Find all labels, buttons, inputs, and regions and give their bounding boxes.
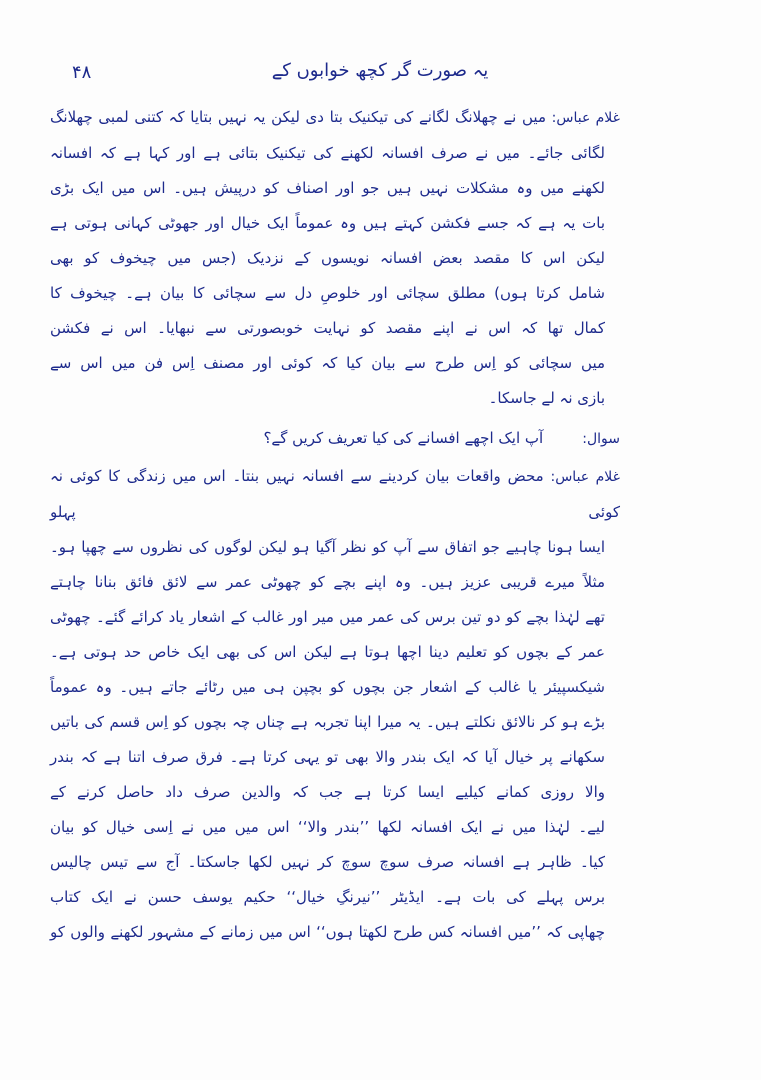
text-line: کمال تھا کہ اس نے اپنے مقصد کو نہایت خوبصورتی سے نبھایا۔ اس نے فکشن — [50, 319, 605, 337]
text-line: برس پہلے کی بات ہے۔ ایڈیٹر ’’نیرنگِ خیال‘‘ حکیم یوسف حسن نے ایک کتاب — [50, 888, 605, 906]
paragraph-first-line — [50, 100, 620, 136]
question — [50, 421, 620, 457]
text-line: عمر کے بچوں کو تعلیم دینا اچھا ہوتا ہے لیکن اس کی بھی ایک خاص حد ہوتی ہے۔ — [50, 643, 605, 661]
text-line: تھے لہٰذا بچے کو دو تین برس کی عمر میں میر اور غالب کے اشعار یاد کرائے گئے۔ چھوٹی — [50, 608, 605, 626]
question-text: آپ ایک اچھے افسانے کی کیا تعریف کریں گے؟ — [263, 429, 544, 447]
first-line-text: محض واقعات بیان کردینے سے افسانہ نہیں بنتا۔ اس میں زندگی کا کوئی نہ کوئی پہلو — [50, 467, 620, 521]
text-line: بازی نہ لے جاسکا۔ — [488, 389, 605, 407]
text-line: بڑے ہو کر نالائق نکلتے ہیں۔ یہ میرا اپنا تجربہ ہے چناں چہ بچوں کو اِس قسم کی باتیں — [50, 713, 605, 731]
text-line: میں سچائی کو اِس طرح سے بیان کیا کہ کوئی اور مصنف اِس فن میں اس سے — [50, 354, 605, 372]
running-title: یہ صورت گر کچھ خوابوں کے — [271, 60, 489, 81]
text-line: کیا۔ ظاہر ہے افسانہ صرف سوچ سوچ کر نہیں لکھا جاسکتا۔ آج سے تیس چالیس — [50, 853, 605, 871]
text-line: مثلاً میرے قریبی عزیز ہیں۔ وہ اپنے بچے کو چھوٹی عمر سے لائق فائق بنانا چاہتے — [50, 573, 605, 591]
answer-1 — [50, 100, 620, 416]
first-line-text: میں نے چھلانگ لگانے کی تیکنیک بتا دی لیکن یہ نہیں بتایا کہ کتنی لمبی چھلانگ — [50, 108, 546, 126]
page-number: ۴۸ — [72, 62, 92, 83]
text-line: لیے۔ لہٰذا میں نے ایک افسانہ لکھا ’’بندر والا‘‘ اس میں میں نے اِسی خیال کو بیان — [50, 818, 605, 836]
text-line: شامل کرتا ہوں) مطلق سچائی اور خلوصِ دل سے سچائی کا بیان ہے۔ چیخوف کا — [50, 284, 605, 302]
page-body — [50, 100, 620, 950]
text-line: بات یہ ہے کہ جسے فکشن کہتے ہیں وہ عموماً ایک خیال اور جھوٹی کہانی ہوتی ہے — [50, 214, 605, 232]
question-speaker: سوال: — [582, 431, 620, 447]
page-header — [0, 0, 761, 100]
paragraph-first-line — [50, 459, 620, 530]
speaker-label: غلام عباس: — [551, 110, 620, 126]
text-line: چھاپی کہ ’’میں افسانہ کس طرح لکھتا ہوں‘‘ اس میں زمانے کے مشہور لکھنے والوں کو — [50, 923, 605, 941]
text-line: لکھنے میں وہ مشکلات نہیں ہیں جو اور اصناف کو درپیش ہیں۔ اس میں ایک بڑی — [50, 179, 605, 197]
text-line: والا روزی کمانے کیلیے ایسا کرتا ہے جب کہ والدین صرف داد حاصل کرنے کے — [50, 783, 605, 801]
answer-2 — [50, 459, 620, 950]
text-line: لیکن اس کا مقصد بعض افسانہ نویسوں کے نزدیک (جس میں چیخوف کو بھی — [50, 249, 605, 267]
text-line: سکھانے پر خیال آیا کہ ایک بندر والا بھی تو یہی کرتا ہے۔ فرق صرف اتنا ہے کہ بندر — [50, 748, 605, 766]
text-line: ایسا ہونا چاہیے جو اتفاق سے آپ کو نظر آگیا ہو لیکن لوگوں کی نظروں سے چھپا ہو۔ — [50, 538, 605, 556]
text-line: لگائی جائے۔ میں نے صرف افسانہ لکھنے کی تیکنیک بتائی ہے اور کہا ہے کہ افسانہ — [50, 144, 605, 162]
speaker-label: غلام عباس: — [550, 469, 620, 485]
text-line: شیکسپیئر یا غالب کے اشعار جن بچوں کو بچپن ہی میں رٹائے جاتے ہیں۔ وہ عموماً — [50, 678, 605, 696]
